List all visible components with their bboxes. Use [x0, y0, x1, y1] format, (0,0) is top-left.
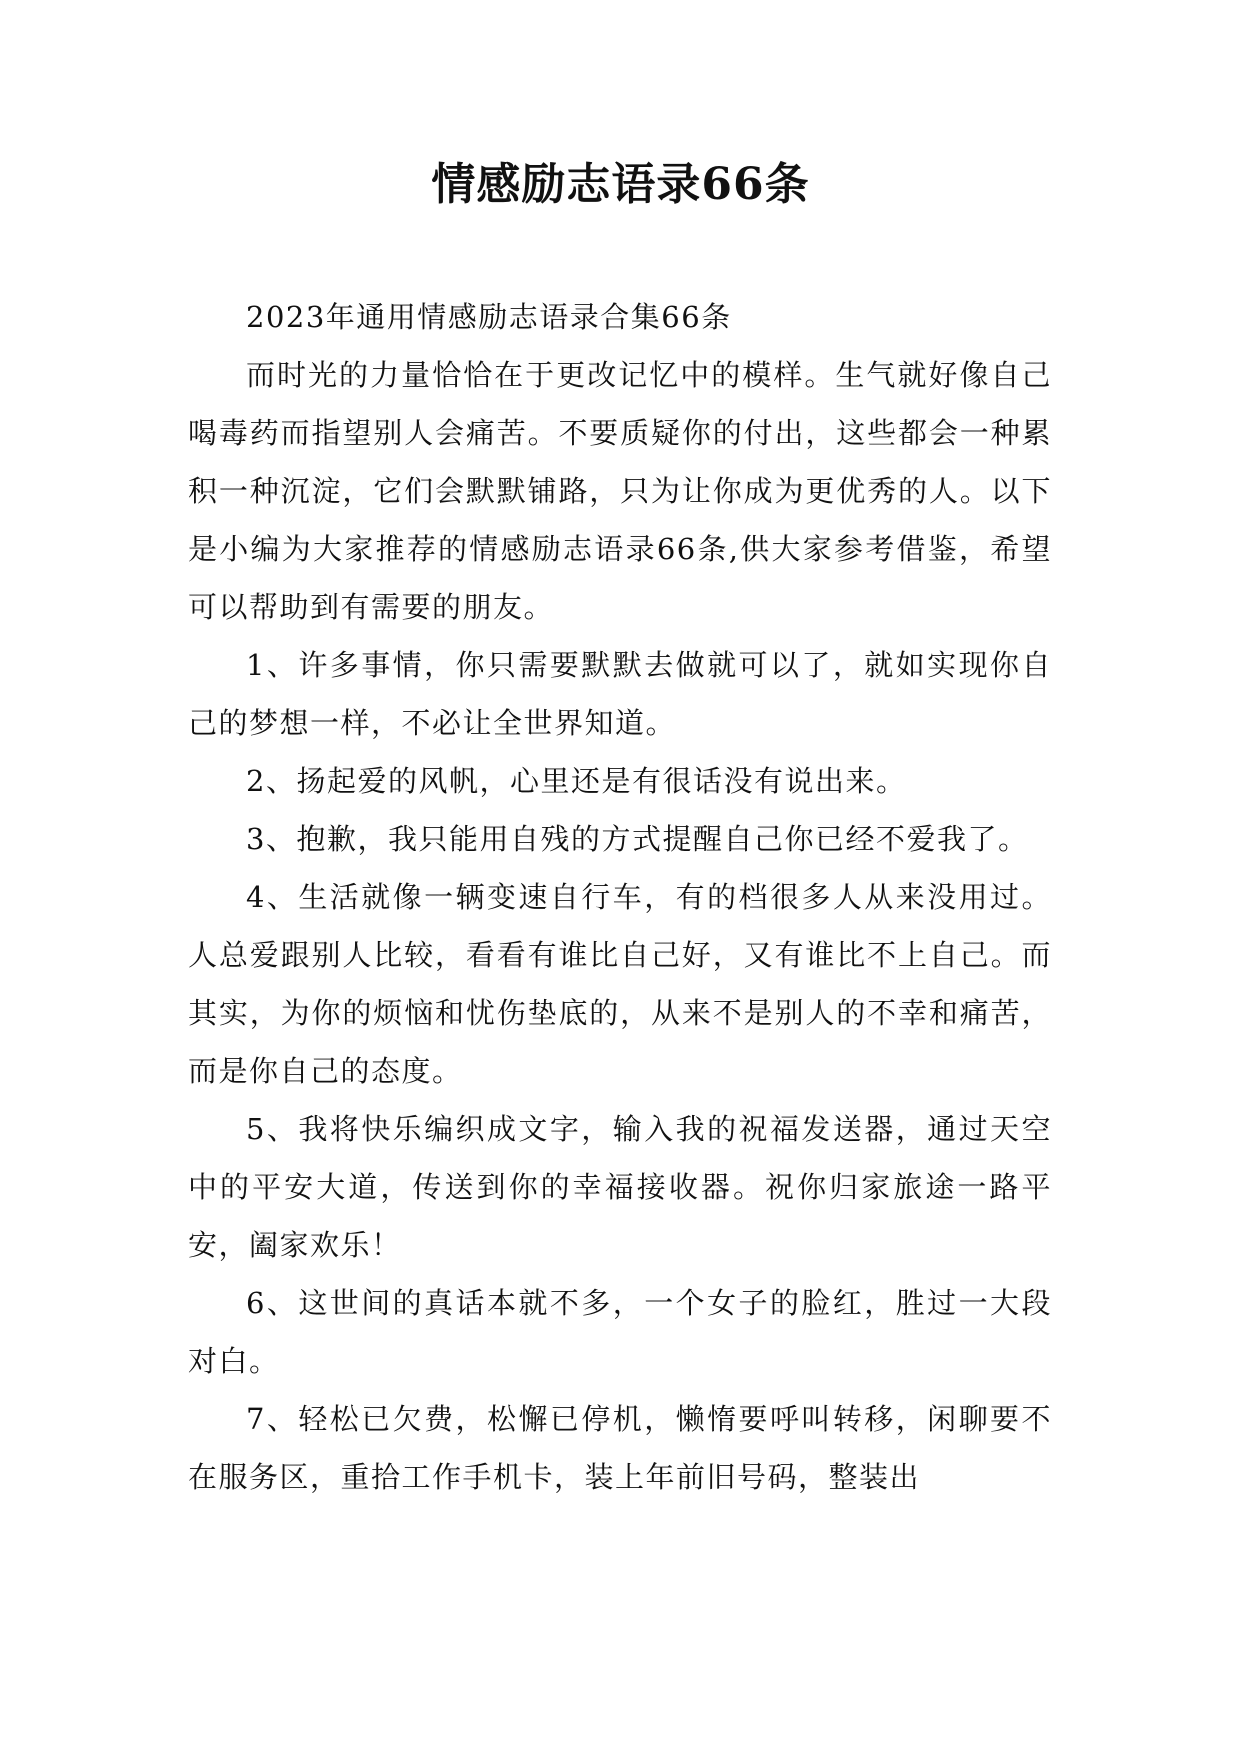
- quote-paragraph-5: 5、我将快乐编织成文字，输入我的祝福发送器，通过天空中的平安大道，传送到你的幸福接收器。祝你归家旅途一路平安，阖家欢乐！: [188, 1112, 1052, 1262]
- quote-paragraph-2: 2、扬起爱的风帆，心里还是有很话没有说出来。: [246, 764, 907, 798]
- quote-paragraph-4: 4、生活就像一辆变速自行车，有的档很多人从来没用过。人总爱跟别人比较，看看有谁比自己好，又有谁比不上自己。而其实，为你的烦恼和忧伤垫底的，从来不是别人的不幸和痛苦，而是你自己的态度。: [188, 880, 1052, 1088]
- quote-paragraph-7: 7、轻松已欠费，松懈已停机，懒惰要呼叫转移，闲聊要不在服务区，重拾工作手机卡，装上年前旧号码，整装出: [188, 1402, 1052, 1494]
- document-body: [188, 288, 1052, 1506]
- quote-paragraph-3: 3、抱歉，我只能用自残的方式提醒自己你已经不爱我了。: [246, 822, 1029, 856]
- quote-paragraph-1: 1、许多事情，你只需要默默去做就可以了，就如实现你自己的梦想一样，不必让全世界知道。: [188, 648, 1052, 740]
- intro-paragraph: 而时光的力量恰恰在于更改记忆中的模样。生气就好像自己喝毒药而指望别人会痛苦。不要质疑你的付出，这些都会一种累积一种沉淀，它们会默默铺路，只为让你成为更优秀的人。以下是小编为大家推荐的情感励志语录66条,供大家参考借鉴，希望可以帮助到有需要的朋友。: [188, 358, 1052, 624]
- subtitle-paragraph: 2023年通用情感励志语录合集66条: [246, 300, 732, 334]
- quote-paragraph-6: 6、这世间的真话本就不多，一个女子的脸红，胜过一大段对白。: [188, 1286, 1052, 1378]
- document-title: 情感励志语录66条: [431, 159, 810, 210]
